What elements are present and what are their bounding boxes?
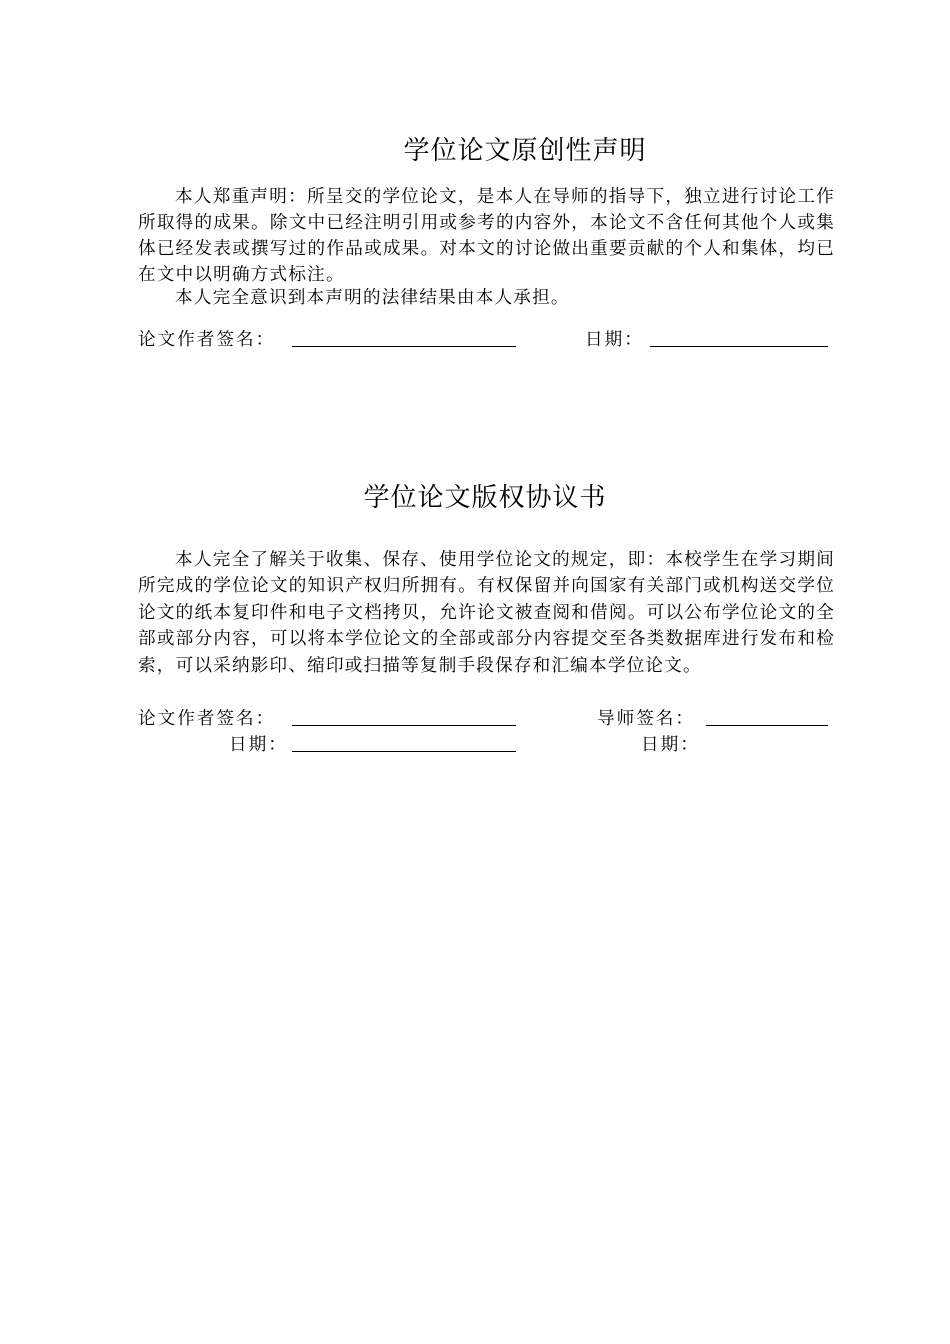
author-signature-label: 论文作者签名： [138,709,276,729]
author-signature-label: 论文作者签名： [138,330,276,350]
originality-paragraph-1: 本人郑重声明：所呈交的学位论文，是本人在导师的指导下，独立进行讨论工作所取得的成果。除文中已经注明引用或参考的内容外，本论文不含任何其他个人或集体已经发表或撰写过的作品或成果。对本文的讨论做出重要贡献的个人和集体，均已在文中以明确方式标注。 [138,187,835,285]
originality-paragraph-2: 本人完全意识到本声明的法律结果由本人承担。 [175,288,570,308]
author-signature-field[interactable] [292,346,516,347]
author-signature-field[interactable] [292,725,516,726]
advisor-signature-field[interactable] [706,725,828,726]
advisor-signature-label: 导师签名： [597,709,695,729]
date-label: 日期： [585,330,644,350]
copyright-signature-row [138,705,835,731]
author-date-label: 日期： [229,735,288,755]
advisor-date-label: 日期： [641,735,700,755]
date-field[interactable] [650,346,828,347]
copyright-paragraph: 本人完全了解关于收集、保存、使用学位论文的规定，即：本校学生在学习期间所完成的学位论文的知识产权归所拥有。有权保留并向国家有关部门或机构送交学位论文的纸本复印件和电子文档拷贝，允许论文被查阅和借阅。可以公布学位论文的全部或部分内容，可以将本学位论文的全部或部分内容提交至各类数据库进行发布和检索，可以采纳影印、缩印或扫描等复制手段保存和汇编本学位论文。 [138,550,835,676]
author-date-field[interactable] [292,751,516,752]
copyright-date-row [138,731,835,757]
originality-signature-row [138,326,835,352]
originality-title: 学位论文原创性声明 [403,136,647,166]
copyright-title: 学位论文版权协议书 [363,483,607,513]
